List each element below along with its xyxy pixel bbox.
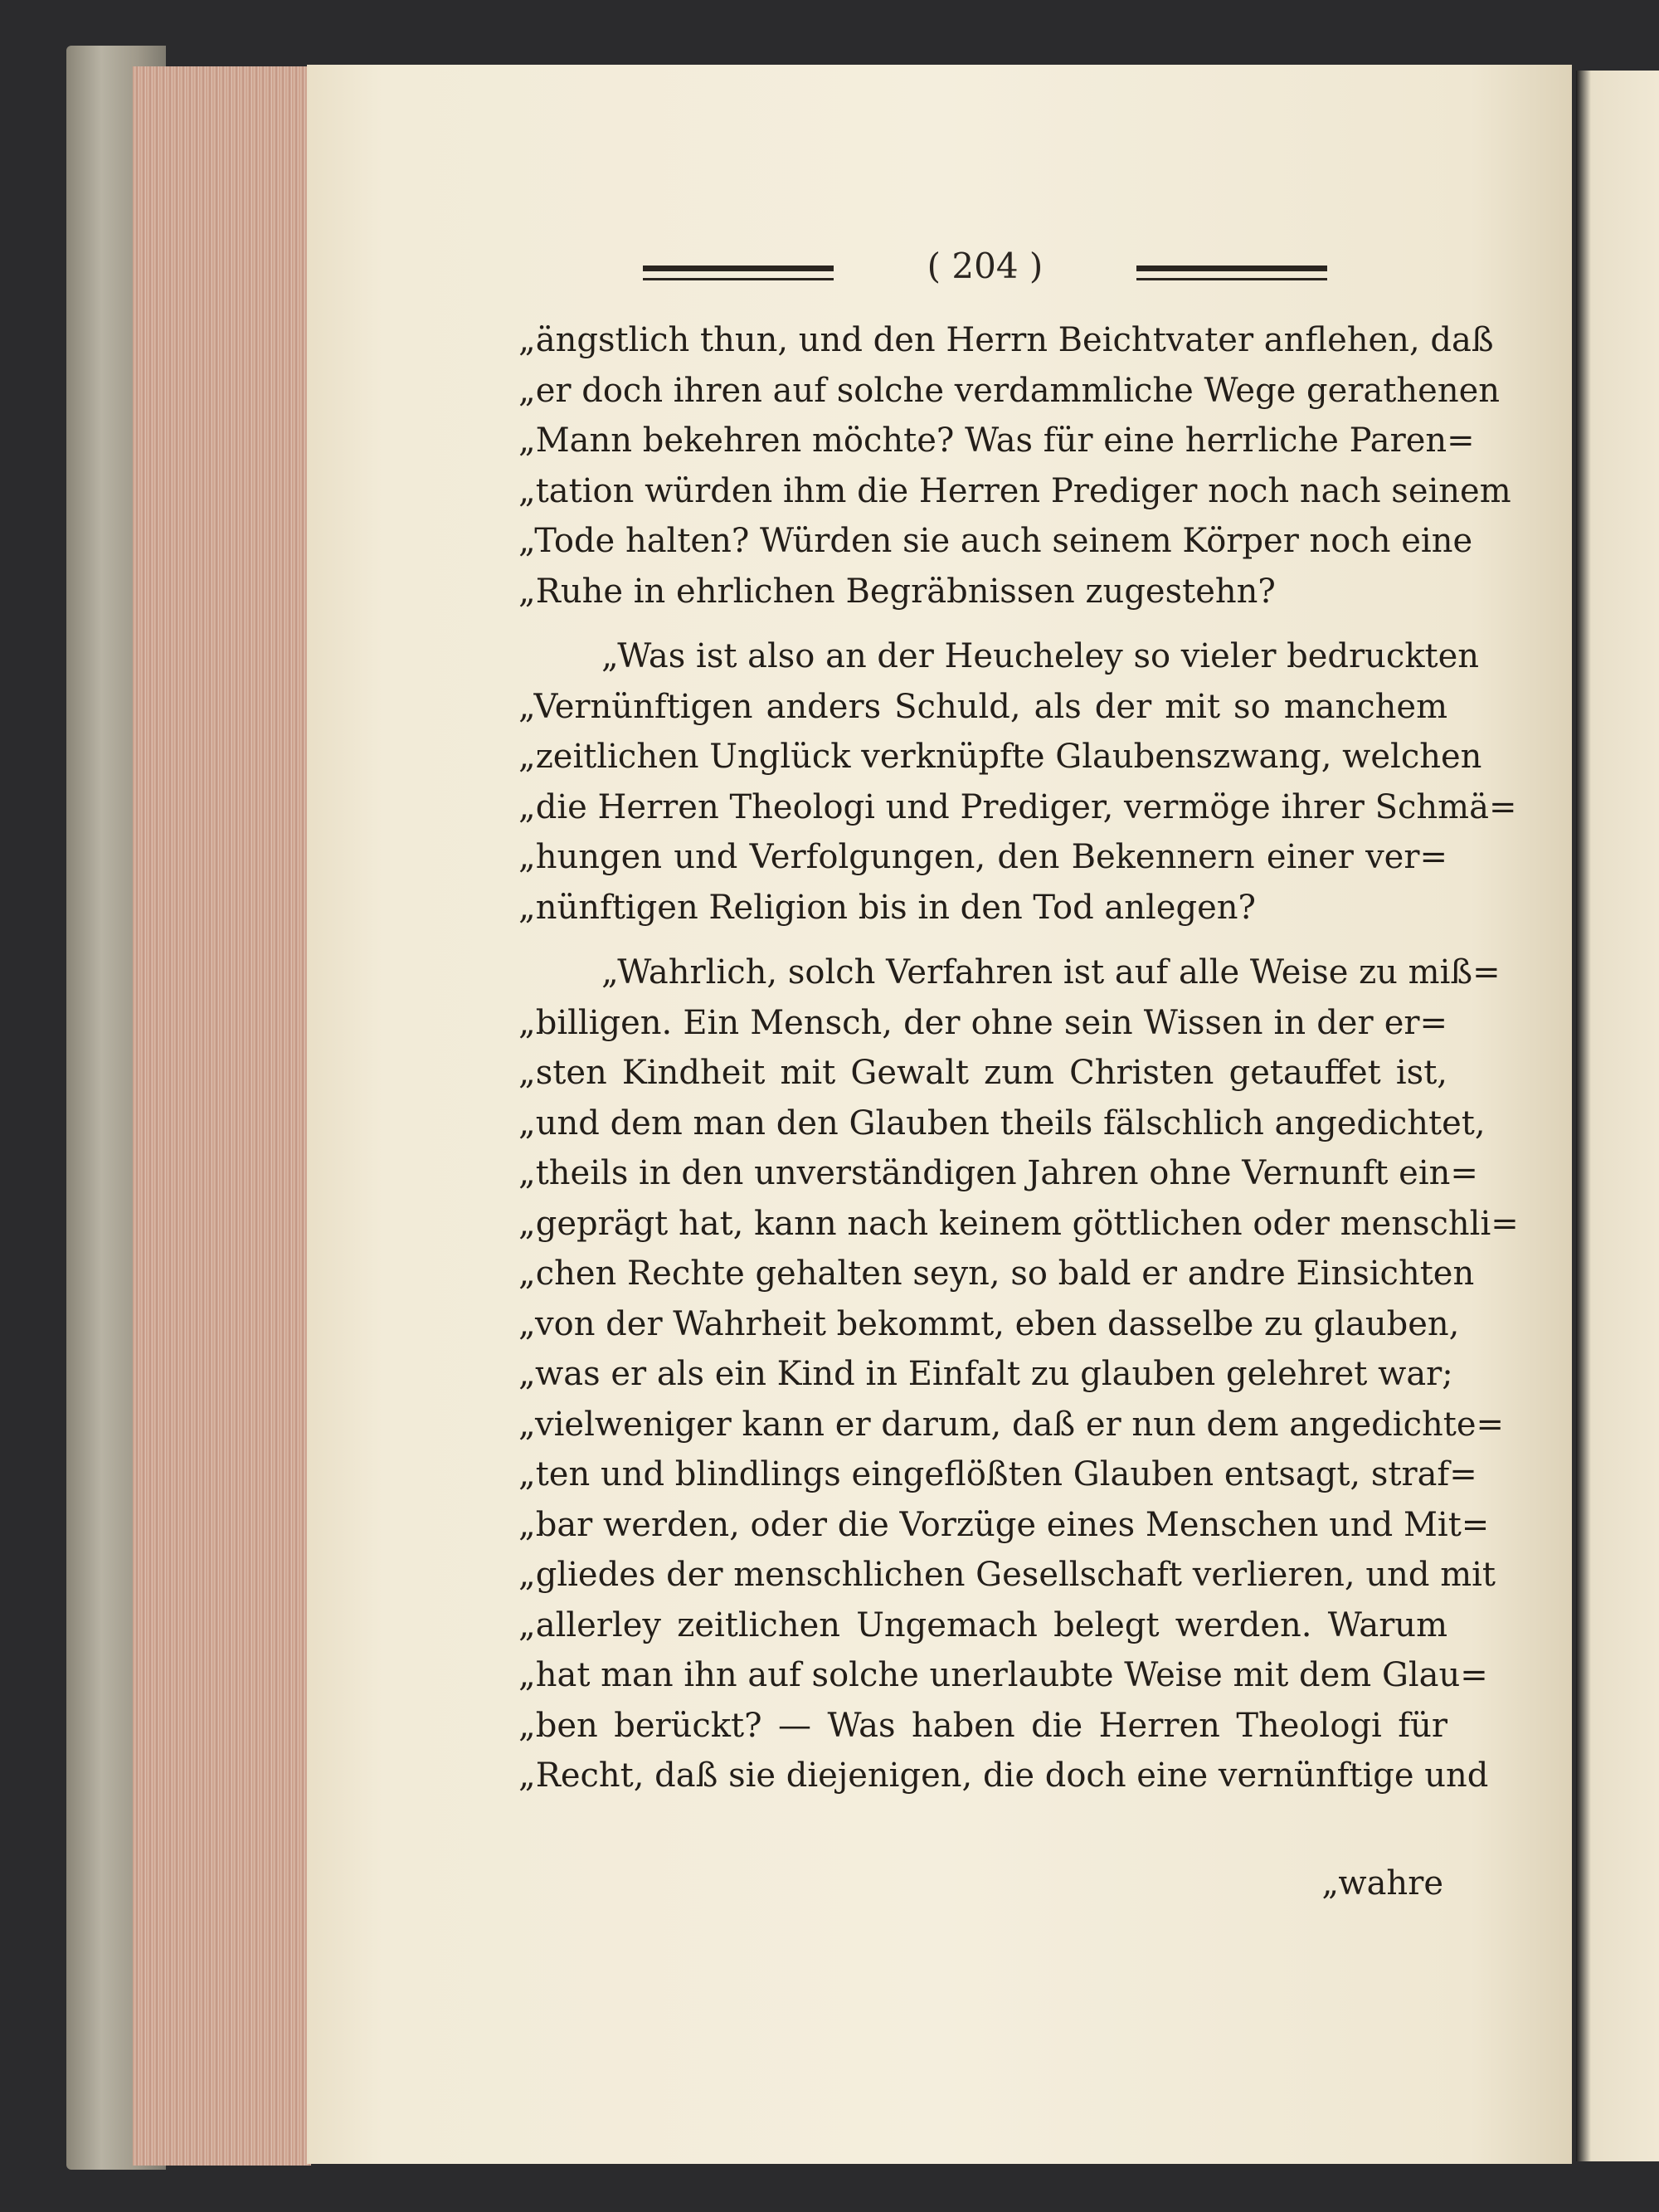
text-line: „er doch ihren auf solche verdammliche Wege gerathenen bbox=[518, 371, 1501, 410]
text-line: „billigen. Ein Mensch, der ohne sein Wissen in der er= bbox=[518, 1003, 1447, 1042]
text-line: „nünftigen Religion bis in den Tod anlegen? bbox=[518, 888, 1256, 927]
paragraph-3 bbox=[518, 948, 1519, 1801]
text-line: „ben berückt? — Was haben die Herren Theologi für bbox=[518, 1706, 1447, 1745]
catchword: „wahre bbox=[1321, 1864, 1443, 1903]
text-line: „hat man ihn auf solche unerlaubte Weise mit dem Glau= bbox=[518, 1656, 1488, 1694]
text-line: „Was ist also an der Heucheley so vieler bedruckten bbox=[601, 637, 1480, 675]
text-line: „und dem man den Glauben theils fälschlich angedichtet, bbox=[518, 1104, 1486, 1143]
header-rule-left bbox=[643, 266, 834, 280]
text-line: „gliedes der menschlichen Gesellschaft verlieren, und mit bbox=[518, 1556, 1496, 1594]
text-line: „Ruhe in ehrlichen Begräbnissen zugestehn? bbox=[518, 572, 1276, 611]
page-edges bbox=[133, 66, 311, 2166]
text-line: „tation würden ihm die Herren Prediger noch nach seinem bbox=[518, 471, 1511, 510]
text-line: „sten Kindheit mit Gewalt zum Christen getauffet ist, bbox=[518, 1054, 1447, 1092]
opposite-page-edge bbox=[1576, 71, 1659, 2161]
text-line: „ten und blindlings eingeflößten Glauben entsagt, straf= bbox=[518, 1455, 1477, 1493]
text-line: „Wahrlich, solch Verfahren ist auf alle Weise zu miß= bbox=[601, 953, 1501, 992]
text-line: „vielweniger kann er darum, daß er nun dem angedichte= bbox=[518, 1405, 1505, 1444]
paragraph-gap bbox=[518, 933, 1447, 948]
paragraph-2 bbox=[518, 631, 1517, 933]
text-line: „die Herren Theologi und Prediger, vermöge ihrer Schmä= bbox=[518, 787, 1517, 826]
paragraph-1 bbox=[518, 315, 1511, 616]
text-line: „bar werden, oder die Vorzüge eines Menschen und Mit= bbox=[518, 1505, 1490, 1544]
text-line: „chen Rechte gehalten seyn, so bald er andre Einsichten bbox=[518, 1255, 1475, 1293]
text-line: „von der Wahrheit bekommt, eben dasselbe zu glauben, bbox=[518, 1304, 1460, 1343]
paragraph-gap bbox=[518, 616, 1447, 631]
text-line: „zeitlichen Unglück verknüpfte Glaubenszwang, welchen bbox=[518, 738, 1482, 776]
text-line: „Mann bekehren möchte? Was für eine herrliche Paren= bbox=[518, 421, 1475, 460]
header-rule-right bbox=[1136, 266, 1327, 280]
text-line: „geprägt hat, kann nach keinem göttlichen oder menschli= bbox=[518, 1204, 1519, 1243]
text-line: „was er als ein Kind in Einfalt zu glauben gelehret war; bbox=[518, 1355, 1453, 1393]
body-text bbox=[518, 315, 1519, 1801]
text-line: „Tode halten? Würden sie auch seinem Körper noch eine bbox=[518, 522, 1473, 560]
text-line: „ängstlich thun, und den Herrn Beichtvater anflehen, daß bbox=[518, 321, 1494, 359]
page-number: ( 204 ) bbox=[927, 246, 1044, 286]
text-line: „theils in den unverständigen Jahren ohne Vernunft ein= bbox=[518, 1154, 1478, 1192]
page-header bbox=[643, 242, 1327, 309]
text-line: „allerley zeitlichen Ungemach belegt werden. Warum bbox=[518, 1605, 1447, 1644]
text-line: „hungen und Verfolgungen, den Bekennern einer ver= bbox=[518, 838, 1447, 876]
text-line: „Recht, daß sie diejenigen, die doch eine vernünftige und bbox=[518, 1756, 1489, 1795]
text-line: „Vernünftigen anders Schuld, als der mit so manchem bbox=[518, 687, 1447, 726]
